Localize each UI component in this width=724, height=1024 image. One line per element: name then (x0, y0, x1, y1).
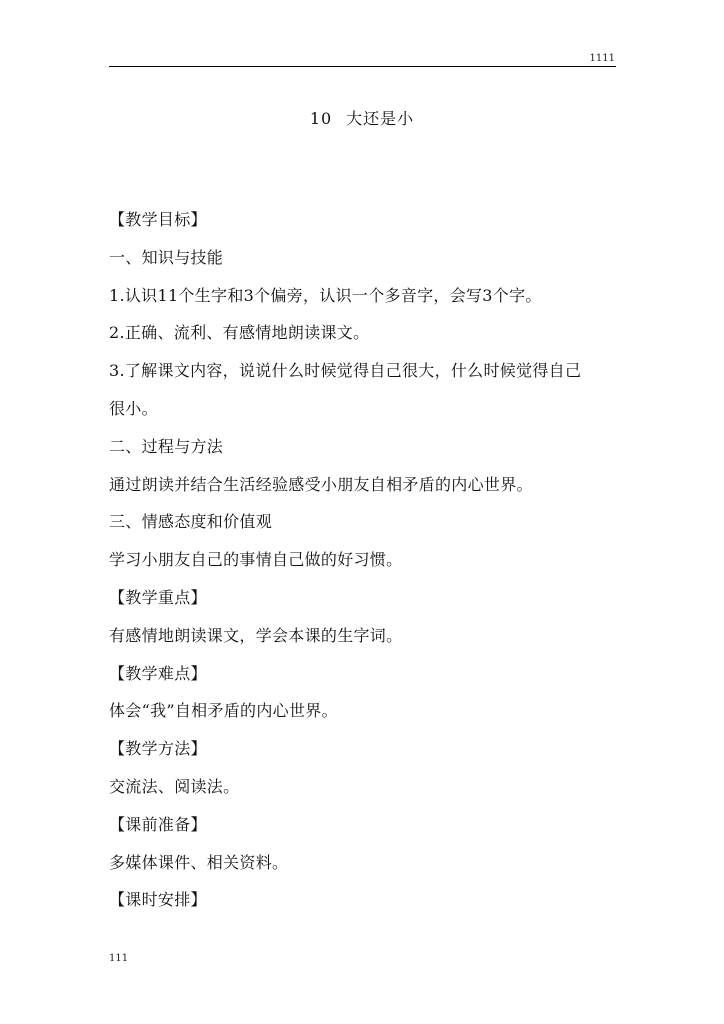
goal-item-3-continued: 很小。 (109, 398, 158, 418)
header-page-label: 1111 (589, 53, 615, 64)
process-method-text: 通过朗读并结合生活经验感受小朋友自相矛盾的内心世界。 (109, 474, 533, 494)
section-heading-difficulties: 【教学难点】 (109, 663, 207, 683)
attitude-values-text: 学习小朋友自己的事情自己做的好习惯。 (109, 550, 403, 570)
document-body (109, 201, 619, 919)
section-heading-goals: 【教学目标】 (109, 210, 207, 229)
section-heading-schedule: 【课时安排】 (109, 890, 207, 910)
subheading-knowledge-skills: 一、知识与技能 (109, 247, 224, 267)
lesson-title (0, 106, 724, 129)
section-heading-preparation: 【课前准备】 (109, 814, 207, 834)
subheading-attitude-values: 三、情感态度和价值观 (109, 512, 273, 532)
goal-item-2: 2.正确、流利、有感情地朗读课文。 (109, 323, 370, 343)
goal-item-3: 3.了解课文内容，说说什么时候觉得自己很大，什么时候觉得自己 (109, 361, 582, 381)
methods-text: 交流法、阅读法。 (109, 776, 240, 796)
preparation-text: 多媒体课件、相关资料。 (109, 852, 289, 872)
header-rule (109, 66, 616, 67)
footer-page-label: 111 (109, 953, 129, 964)
subheading-process-method: 二、过程与方法 (109, 436, 224, 456)
lesson-number: 10 (309, 109, 333, 128)
section-heading-key-points: 【教学重点】 (109, 587, 207, 607)
key-points-text: 有感情地朗读课文，学会本课的生字词。 (109, 625, 403, 645)
goal-item-1: 1.认识11个生字和3个偏旁，认识一个多音字，会写3个字。 (109, 285, 542, 305)
difficulties-text: 体会“我”自相矛盾的内心世界。 (109, 701, 338, 721)
lesson-title-text: 大还是小 (346, 109, 415, 128)
section-heading-methods: 【教学方法】 (109, 739, 207, 759)
